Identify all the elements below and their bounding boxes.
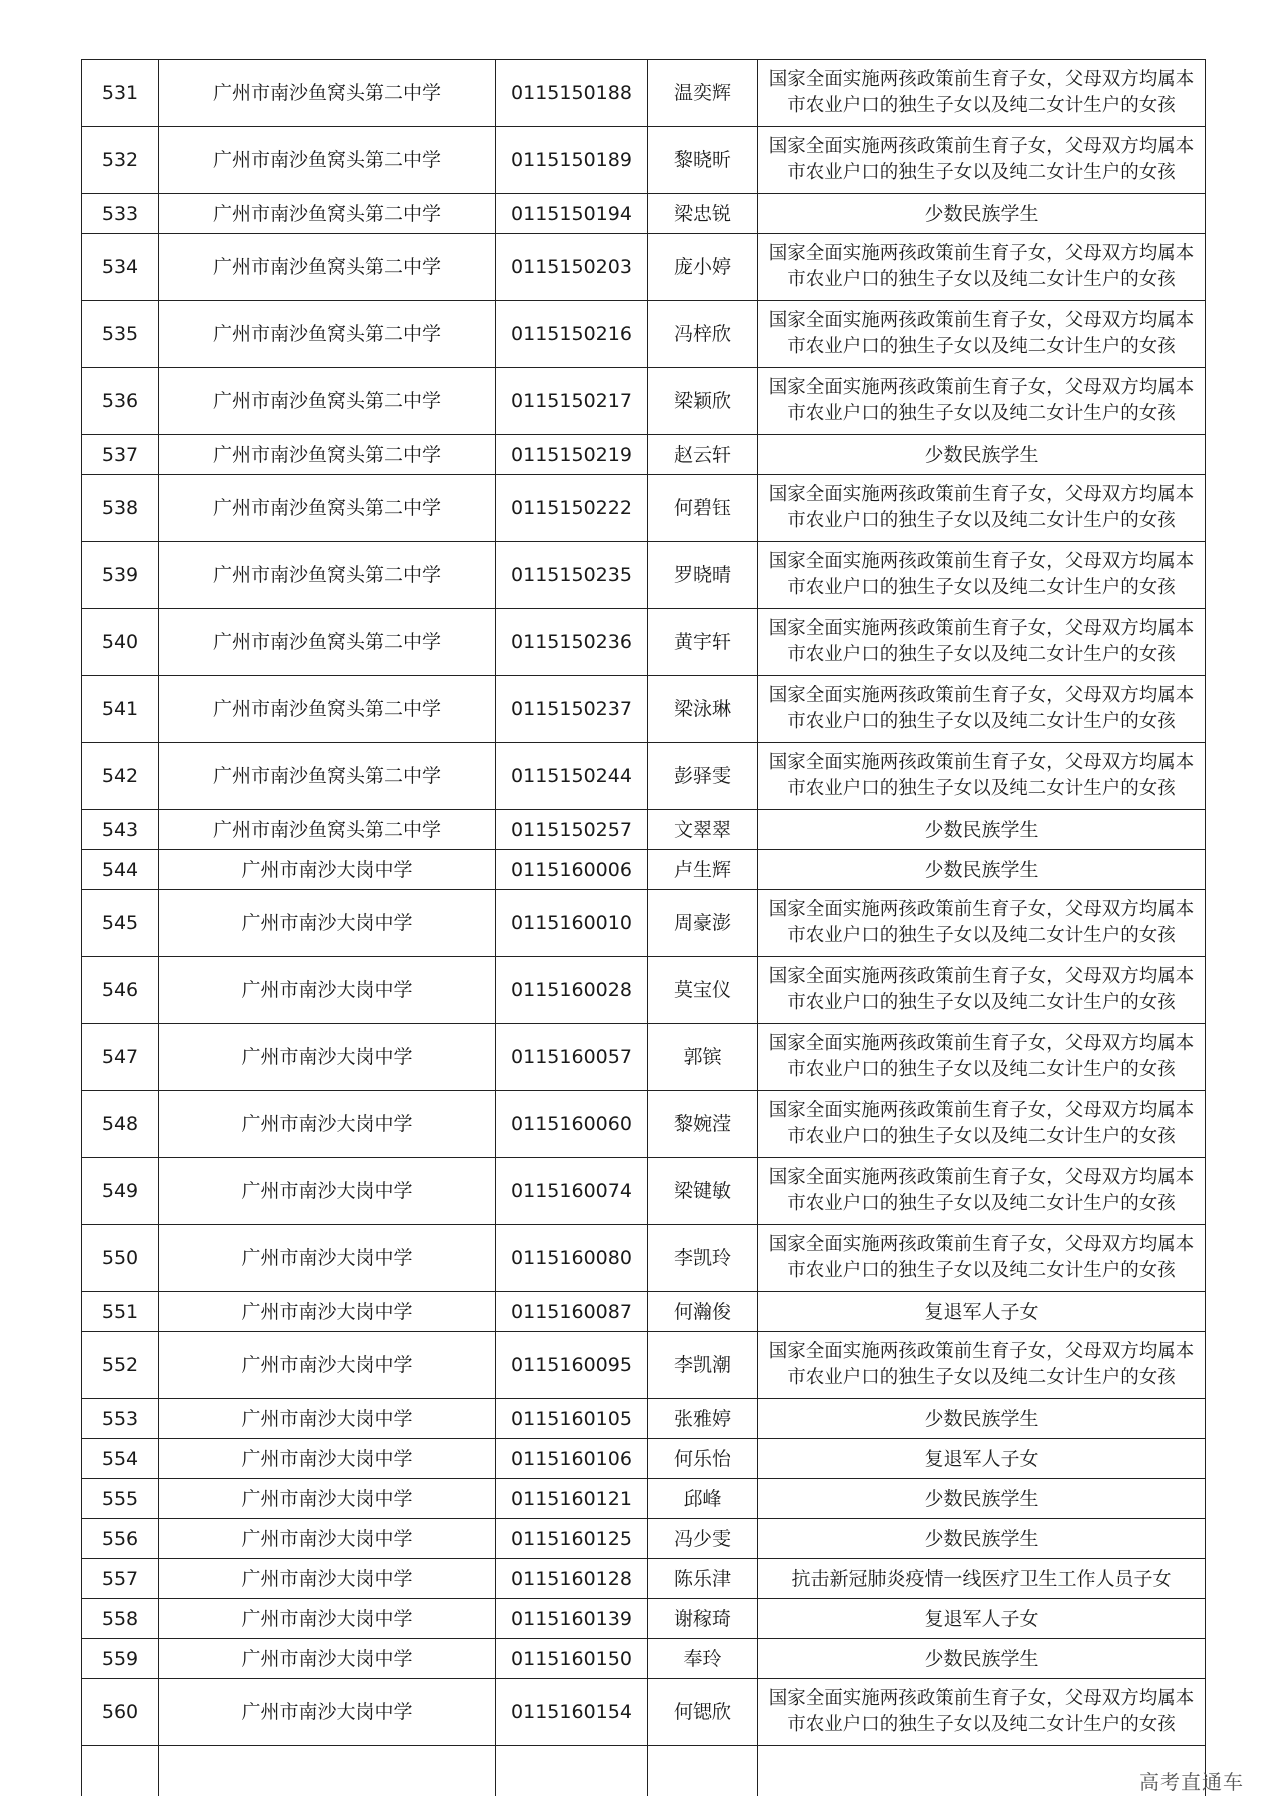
category-cell: 少数民族学生 bbox=[758, 194, 1206, 234]
school-cell: 广州市南沙大岗中学 bbox=[159, 1679, 496, 1746]
student-id-cell: 0115150216 bbox=[496, 301, 648, 368]
category-cell: 国家全面实施两孩政策前生育子女，父母双方均属本市农业户口的独生子女以及纯二女计生户的女孩 bbox=[758, 1332, 1206, 1399]
table-row bbox=[82, 435, 1206, 475]
category-cell: 国家全面实施两孩政策前生育子女，父母双方均属本市农业户口的独生子女以及纯二女计生户的女孩 bbox=[758, 676, 1206, 743]
school-cell: 广州市南沙大岗中学 bbox=[159, 1091, 496, 1158]
student-id-cell: 0115160095 bbox=[496, 1332, 648, 1399]
student-name-cell: 卢生辉 bbox=[648, 850, 758, 890]
school-cell: 广州市南沙鱼窝头第二中学 bbox=[159, 60, 496, 127]
student-id-cell: 0115160106 bbox=[496, 1439, 648, 1479]
school-cell: 广州市南沙大岗中学 bbox=[159, 1225, 496, 1292]
row-number-cell: 544 bbox=[82, 850, 159, 890]
table-row bbox=[82, 609, 1206, 676]
table-row bbox=[82, 1599, 1206, 1639]
school-cell: 广州市南沙大岗中学 bbox=[159, 957, 496, 1024]
school-cell: 广州市南沙大岗中学 bbox=[159, 1639, 496, 1679]
school-cell: 广州市南沙鱼窝头第二中学 bbox=[159, 234, 496, 301]
student-name-cell: 梁键敏 bbox=[648, 1158, 758, 1225]
table-row bbox=[82, 368, 1206, 435]
table-row bbox=[82, 194, 1206, 234]
student-id-cell: 0115150194 bbox=[496, 194, 648, 234]
student-name-cell: 冯梓欣 bbox=[648, 301, 758, 368]
row-number-cell: 540 bbox=[82, 609, 159, 676]
student-id-cell: 0115150189 bbox=[496, 127, 648, 194]
category-cell: 国家全面实施两孩政策前生育子女，父母双方均属本市农业户口的独生子女以及纯二女计生户的女孩 bbox=[758, 1091, 1206, 1158]
student-name-cell: 梁忠锐 bbox=[648, 194, 758, 234]
student-name-cell: 李凯玲 bbox=[648, 1225, 758, 1292]
student-name-cell: 黎婉滢 bbox=[648, 1091, 758, 1158]
student-name-cell: 莫宝仪 bbox=[648, 957, 758, 1024]
category-cell: 国家全面实施两孩政策前生育子女，父母双方均属本市农业户口的独生子女以及纯二女计生户的女孩 bbox=[758, 301, 1206, 368]
school-cell: 广州市南沙大岗中学 bbox=[159, 1399, 496, 1439]
school-cell: 广州市南沙大岗中学 bbox=[159, 1479, 496, 1519]
student-id-cell: 0115160006 bbox=[496, 850, 648, 890]
row-number-cell: 536 bbox=[82, 368, 159, 435]
category-cell: 国家全面实施两孩政策前生育子女，父母双方均属本市农业户口的独生子女以及纯二女计生户的女孩 bbox=[758, 609, 1206, 676]
empty-cell bbox=[648, 1746, 758, 1796]
row-number-cell: 543 bbox=[82, 810, 159, 850]
school-cell: 广州市南沙鱼窝头第二中学 bbox=[159, 301, 496, 368]
student-name-cell: 梁颖欣 bbox=[648, 368, 758, 435]
student-name-cell: 冯少雯 bbox=[648, 1519, 758, 1559]
student-id-cell: 0115150244 bbox=[496, 743, 648, 810]
table-row bbox=[82, 1024, 1206, 1091]
table-body bbox=[82, 60, 1206, 1796]
category-cell: 国家全面实施两孩政策前生育子女，父母双方均属本市农业户口的独生子女以及纯二女计生户的女孩 bbox=[758, 127, 1206, 194]
student-id-cell: 0115160139 bbox=[496, 1599, 648, 1639]
table-row-continuation bbox=[82, 1746, 1206, 1796]
table-row bbox=[82, 1639, 1206, 1679]
empty-cell bbox=[496, 1746, 648, 1796]
school-cell: 广州市南沙大岗中学 bbox=[159, 850, 496, 890]
table-row bbox=[82, 301, 1206, 368]
student-name-cell: 赵云轩 bbox=[648, 435, 758, 475]
category-cell: 国家全面实施两孩政策前生育子女，父母双方均属本市农业户口的独生子女以及纯二女计生户的女孩 bbox=[758, 368, 1206, 435]
category-cell: 国家全面实施两孩政策前生育子女，父母双方均属本市农业户口的独生子女以及纯二女计生户的女孩 bbox=[758, 1679, 1206, 1746]
category-cell: 国家全面实施两孩政策前生育子女，父母双方均属本市农业户口的独生子女以及纯二女计生户的女孩 bbox=[758, 60, 1206, 127]
admission-list-table bbox=[81, 59, 1206, 1796]
school-cell: 广州市南沙鱼窝头第二中学 bbox=[159, 609, 496, 676]
row-number-cell: 539 bbox=[82, 542, 159, 609]
row-number-cell: 549 bbox=[82, 1158, 159, 1225]
table-row bbox=[82, 1225, 1206, 1292]
category-cell: 国家全面实施两孩政策前生育子女，父母双方均属本市农业户口的独生子女以及纯二女计生户的女孩 bbox=[758, 957, 1206, 1024]
category-cell: 国家全面实施两孩政策前生育子女，父母双方均属本市农业户口的独生子女以及纯二女计生户的女孩 bbox=[758, 1158, 1206, 1225]
category-cell: 复退军人子女 bbox=[758, 1439, 1206, 1479]
student-id-cell: 0115160125 bbox=[496, 1519, 648, 1559]
row-number-cell: 542 bbox=[82, 743, 159, 810]
table-row bbox=[82, 1559, 1206, 1599]
student-name-cell: 黄宇轩 bbox=[648, 609, 758, 676]
student-name-cell: 何碧钰 bbox=[648, 475, 758, 542]
table-row bbox=[82, 1479, 1206, 1519]
school-cell: 广州市南沙大岗中学 bbox=[159, 1599, 496, 1639]
student-id-cell: 0115150188 bbox=[496, 60, 648, 127]
student-id-cell: 0115150235 bbox=[496, 542, 648, 609]
row-number-cell: 555 bbox=[82, 1479, 159, 1519]
student-name-cell: 谢稼琦 bbox=[648, 1599, 758, 1639]
student-id-cell: 0115150257 bbox=[496, 810, 648, 850]
row-number-cell: 541 bbox=[82, 676, 159, 743]
school-cell: 广州市南沙大岗中学 bbox=[159, 1292, 496, 1332]
category-cell: 复退军人子女 bbox=[758, 1292, 1206, 1332]
school-cell: 广州市南沙大岗中学 bbox=[159, 1559, 496, 1599]
row-number-cell: 550 bbox=[82, 1225, 159, 1292]
student-id-cell: 0115160128 bbox=[496, 1559, 648, 1599]
table-row bbox=[82, 1332, 1206, 1399]
student-id-cell: 0115160010 bbox=[496, 890, 648, 957]
student-name-cell: 周豪澎 bbox=[648, 890, 758, 957]
row-number-cell: 533 bbox=[82, 194, 159, 234]
school-cell: 广州市南沙鱼窝头第二中学 bbox=[159, 435, 496, 475]
student-id-cell: 0115150236 bbox=[496, 609, 648, 676]
row-number-cell: 558 bbox=[82, 1599, 159, 1639]
school-cell: 广州市南沙鱼窝头第二中学 bbox=[159, 542, 496, 609]
category-cell: 少数民族学生 bbox=[758, 1399, 1206, 1439]
school-cell: 广州市南沙鱼窝头第二中学 bbox=[159, 743, 496, 810]
category-cell: 国家全面实施两孩政策前生育子女，父母双方均属本市农业户口的独生子女以及纯二女计生户的女孩 bbox=[758, 234, 1206, 301]
row-number-cell: 552 bbox=[82, 1332, 159, 1399]
row-number-cell: 546 bbox=[82, 957, 159, 1024]
student-name-cell: 彭驿雯 bbox=[648, 743, 758, 810]
table-row bbox=[82, 475, 1206, 542]
student-id-cell: 0115150217 bbox=[496, 368, 648, 435]
table-row bbox=[82, 234, 1206, 301]
row-number-cell: 554 bbox=[82, 1439, 159, 1479]
row-number-cell: 553 bbox=[82, 1399, 159, 1439]
table-row bbox=[82, 850, 1206, 890]
row-number-cell: 560 bbox=[82, 1679, 159, 1746]
category-cell: 少数民族学生 bbox=[758, 1479, 1206, 1519]
student-name-cell: 庞小婷 bbox=[648, 234, 758, 301]
category-cell: 国家全面实施两孩政策前生育子女，父母双方均属本市农业户口的独生子女以及纯二女计生户的女孩 bbox=[758, 475, 1206, 542]
table-row bbox=[82, 1519, 1206, 1559]
student-name-cell: 张雅婷 bbox=[648, 1399, 758, 1439]
student-name-cell: 陈乐津 bbox=[648, 1559, 758, 1599]
table-row bbox=[82, 1679, 1206, 1746]
table-row bbox=[82, 743, 1206, 810]
category-cell: 国家全面实施两孩政策前生育子女，父母双方均属本市农业户口的独生子女以及纯二女计生户的女孩 bbox=[758, 890, 1206, 957]
row-number-cell: 532 bbox=[82, 127, 159, 194]
school-cell: 广州市南沙鱼窝头第二中学 bbox=[159, 194, 496, 234]
row-number-cell: 538 bbox=[82, 475, 159, 542]
table-row bbox=[82, 1399, 1206, 1439]
student-id-cell: 0115160028 bbox=[496, 957, 648, 1024]
school-cell: 广州市南沙大岗中学 bbox=[159, 1158, 496, 1225]
category-cell: 国家全面实施两孩政策前生育子女，父母双方均属本市农业户口的独生子女以及纯二女计生户的女孩 bbox=[758, 1024, 1206, 1091]
student-name-cell: 梁泳琳 bbox=[648, 676, 758, 743]
category-cell: 少数民族学生 bbox=[758, 1639, 1206, 1679]
table-row bbox=[82, 957, 1206, 1024]
row-number-cell: 531 bbox=[82, 60, 159, 127]
student-id-cell: 0115160060 bbox=[496, 1091, 648, 1158]
row-number-cell: 545 bbox=[82, 890, 159, 957]
school-cell: 广州市南沙鱼窝头第二中学 bbox=[159, 475, 496, 542]
table-row bbox=[82, 127, 1206, 194]
row-number-cell: 534 bbox=[82, 234, 159, 301]
row-number-cell: 537 bbox=[82, 435, 159, 475]
row-number-cell: 547 bbox=[82, 1024, 159, 1091]
school-cell: 广州市南沙大岗中学 bbox=[159, 1519, 496, 1559]
school-cell: 广州市南沙大岗中学 bbox=[159, 890, 496, 957]
student-name-cell: 罗晓晴 bbox=[648, 542, 758, 609]
category-cell: 国家全面实施两孩政策前生育子女，父母双方均属本市农业户口的独生子女以及纯二女计生户的女孩 bbox=[758, 1225, 1206, 1292]
student-id-cell: 0115160057 bbox=[496, 1024, 648, 1091]
student-id-cell: 0115160105 bbox=[496, 1399, 648, 1439]
student-id-cell: 0115160121 bbox=[496, 1479, 648, 1519]
table-row bbox=[82, 1292, 1206, 1332]
student-name-cell: 郭镔 bbox=[648, 1024, 758, 1091]
category-cell: 抗击新冠肺炎疫情一线医疗卫生工作人员子女 bbox=[758, 1559, 1206, 1599]
table-row bbox=[82, 1158, 1206, 1225]
school-cell: 广州市南沙大岗中学 bbox=[159, 1332, 496, 1399]
table-row bbox=[82, 542, 1206, 609]
watermark-text: 高考直通车 bbox=[1139, 1770, 1244, 1794]
student-id-cell: 0115160080 bbox=[496, 1225, 648, 1292]
table-row bbox=[82, 676, 1206, 743]
row-number-cell: 535 bbox=[82, 301, 159, 368]
school-cell: 广州市南沙大岗中学 bbox=[159, 1024, 496, 1091]
student-id-cell: 0115160074 bbox=[496, 1158, 648, 1225]
student-name-cell: 温奕辉 bbox=[648, 60, 758, 127]
student-id-cell: 0115160154 bbox=[496, 1679, 648, 1746]
student-name-cell: 何锶欣 bbox=[648, 1679, 758, 1746]
category-cell: 复退军人子女 bbox=[758, 1599, 1206, 1639]
student-id-cell: 0115150219 bbox=[496, 435, 648, 475]
student-name-cell: 文翠翠 bbox=[648, 810, 758, 850]
category-cell: 少数民族学生 bbox=[758, 810, 1206, 850]
empty-cell bbox=[159, 1746, 496, 1796]
student-name-cell: 李凯潮 bbox=[648, 1332, 758, 1399]
table-row bbox=[82, 1439, 1206, 1479]
empty-cell bbox=[82, 1746, 159, 1796]
category-cell: 少数民族学生 bbox=[758, 435, 1206, 475]
student-id-cell: 0115150203 bbox=[496, 234, 648, 301]
row-number-cell: 559 bbox=[82, 1639, 159, 1679]
school-cell: 广州市南沙鱼窝头第二中学 bbox=[159, 127, 496, 194]
row-number-cell: 551 bbox=[82, 1292, 159, 1332]
category-cell: 少数民族学生 bbox=[758, 850, 1206, 890]
student-name-cell: 邱峰 bbox=[648, 1479, 758, 1519]
table-row bbox=[82, 810, 1206, 850]
student-id-cell: 0115150222 bbox=[496, 475, 648, 542]
table-row bbox=[82, 60, 1206, 127]
student-id-cell: 0115160087 bbox=[496, 1292, 648, 1332]
student-name-cell: 奉玲 bbox=[648, 1639, 758, 1679]
student-id-cell: 0115150237 bbox=[496, 676, 648, 743]
row-number-cell: 557 bbox=[82, 1559, 159, 1599]
table-row bbox=[82, 1091, 1206, 1158]
category-cell: 国家全面实施两孩政策前生育子女，父母双方均属本市农业户口的独生子女以及纯二女计生户的女孩 bbox=[758, 542, 1206, 609]
student-name-cell: 何瀚俊 bbox=[648, 1292, 758, 1332]
school-cell: 广州市南沙鱼窝头第二中学 bbox=[159, 368, 496, 435]
school-cell: 广州市南沙鱼窝头第二中学 bbox=[159, 810, 496, 850]
category-cell: 少数民族学生 bbox=[758, 1519, 1206, 1559]
category-cell: 国家全面实施两孩政策前生育子女，父母双方均属本市农业户口的独生子女以及纯二女计生户的女孩 bbox=[758, 743, 1206, 810]
student-name-cell: 何乐怡 bbox=[648, 1439, 758, 1479]
row-number-cell: 548 bbox=[82, 1091, 159, 1158]
row-number-cell: 556 bbox=[82, 1519, 159, 1559]
table-row bbox=[82, 890, 1206, 957]
school-cell: 广州市南沙大岗中学 bbox=[159, 1439, 496, 1479]
student-name-cell: 黎晓昕 bbox=[648, 127, 758, 194]
school-cell: 广州市南沙鱼窝头第二中学 bbox=[159, 676, 496, 743]
student-id-cell: 0115160150 bbox=[496, 1639, 648, 1679]
